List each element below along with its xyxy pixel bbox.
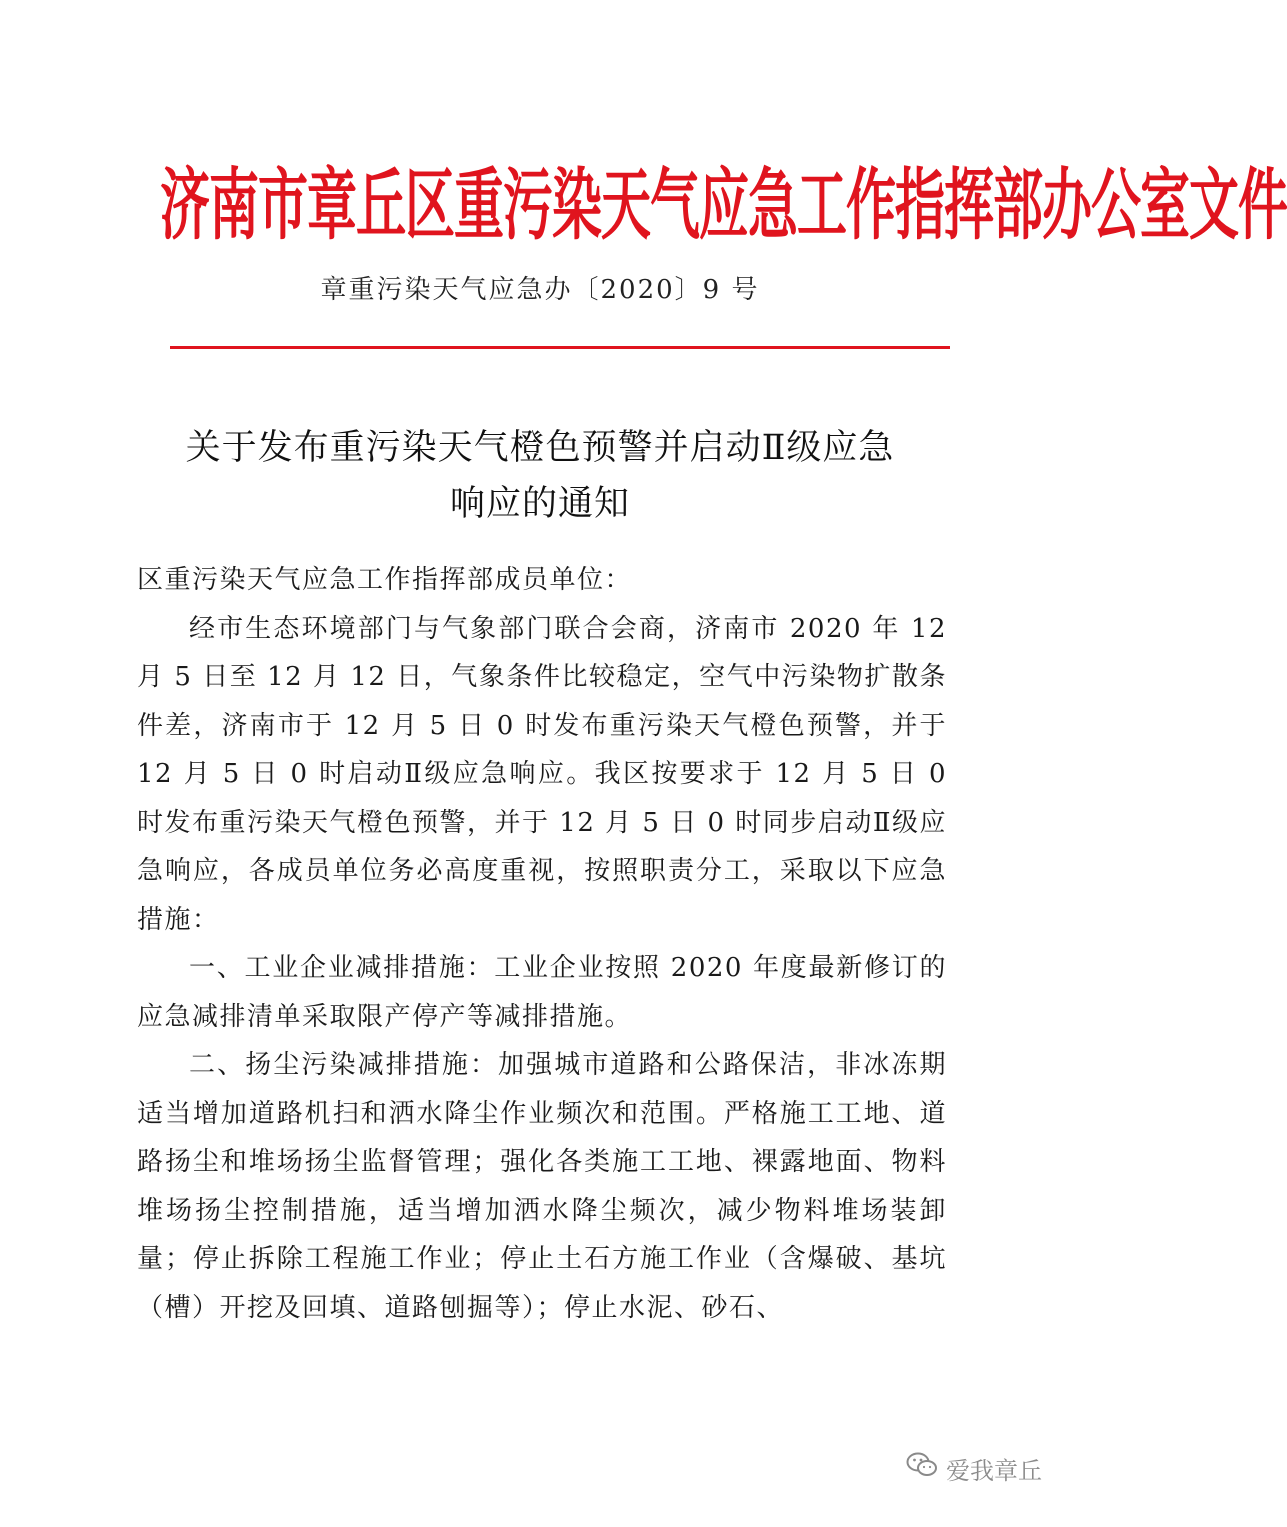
notice-title-line-1: 关于发布重污染天气橙色预警并启动Ⅱ级应急: [185, 428, 895, 468]
notice-title: [120, 420, 960, 532]
watermark-label: 爱我章丘: [946, 1456, 1042, 1485]
document-number: 章重污染天气应急办〔2020〕9 号: [320, 275, 760, 305]
account-watermark: [906, 1448, 1042, 1488]
notice-title-line-2: 响应的通知: [449, 484, 630, 524]
salutation: 区重污染天气应急工作指挥部成员单位：: [137, 565, 633, 595]
paragraph-dust-measures: 二、扬尘污染减排措施：加强城市道路和公路保洁，非冰冻期适当增加道路机扫和洒水降尘作业频次和范围。严格施工工地、道路扬尘和堆场扬尘监督管理；强化各类施工工地、裸露地面、物料堆场扬尘控制措施，适当增加洒水降尘频次，减少物料堆场装卸量；停止拆除工程施工作业；停止土石方施工作业（含爆破、基坑（槽）开挖及回填、道路刨掘等）；停止水泥、砂石、: [137, 1050, 947, 1323]
paragraph-industrial-measures: 一、工业企业减排措施：工业企业按照 2020 年度最新修订的应急减排清单采取限产停产等减排措施。: [137, 953, 947, 1032]
paragraph-intro: 经市生态环境部门与气象部门联合会商，济南市 2020 年 12 月 5 日至 12 月 12 日，气象条件比较稳定，空气中污染物扩散条件差，济南市于 12 月 5 日 0 时发布重污染天气橙色预警，并于 12 月 5 日 0 时启动Ⅱ级应急响应。我区按要求于 12 月 5 日 0 时发布重污染天气橙色预警，并于 12 月 5 日 0 时同步启动Ⅱ级应急响应，各成员单位务必高度重视，按照职责分工，采取以下应急措施：: [137, 613, 947, 935]
issuing-office-title: 济南市章丘区重污染天气应急工作指挥部办公室文件: [160, 160, 1287, 250]
document-body: [137, 556, 947, 1332]
red-divider-line: [170, 346, 950, 349]
wechat-icon: [906, 1451, 938, 1485]
